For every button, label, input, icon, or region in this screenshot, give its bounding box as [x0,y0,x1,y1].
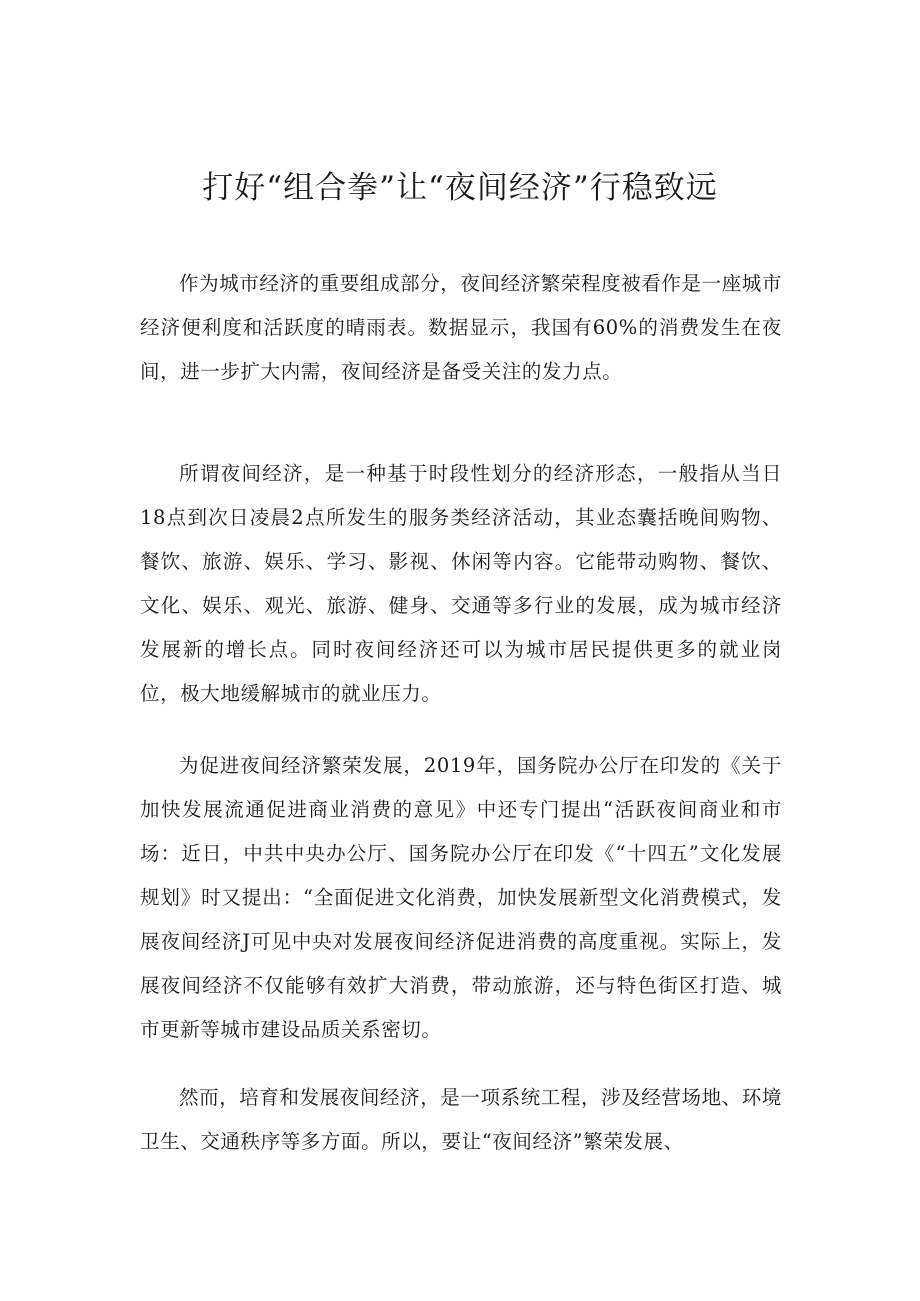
paragraph-2: 所谓夜间经济，是一种基于时段性划分的经济形态，一般指从当日18点到次日凌晨2点所发生的服务类经济活动，其业态囊括晚间购物、餐饮、旅游、娱乐、学习、影视、休闲等内容。它能带动购物、餐饮、文化、娱乐、观光、旅游、健身、交通等多行业的发展，成为城市经济发展新的增长点。同时夜间经济还可以为城市居民提供更多的就业岗位，极大地缓解城市的就业压力。 [140,462,782,705]
paragraph-3: 为促进夜间经济繁荣发展，2019年，国务院办公厅在印发的《关于加快发展流通促进商业消费的意见》中还专门提出“活跃夜间商业和市场：近日，中共中央办公厅、国务院办公厅在印发《“十四五”文化发展规划》时又提出：“全面促进文化消费，加快发展新型文化消费模式，发展夜间经济J可见中央对发展夜间经济促进消费的高度重视。实际上，发展夜间经济不仅能够有效扩大消费，带动旅游，还与特色街区打造、城市更新等城市建设品质关系密切。 [140,754,782,1041]
paragraph-1: 作为城市经济的重要组成部分，夜间经济繁荣程度被看作是一座城市经济便利度和活跃度的晴雨表。数据显示，我国有60%的消费发生在夜间，进一步扩大内需，夜间经济是备受关注的发力点。 [140,272,783,383]
document-title: 打好“组合拳”让“夜间经济”行稳致远 [202,170,718,206]
paragraph-4: 然而，培育和发展夜间经济，是一项系统工程，涉及经营场地、环境卫生、交通秩序等多方面。所以，要让“夜间经济”繁荣发展、 [140,1086,783,1153]
